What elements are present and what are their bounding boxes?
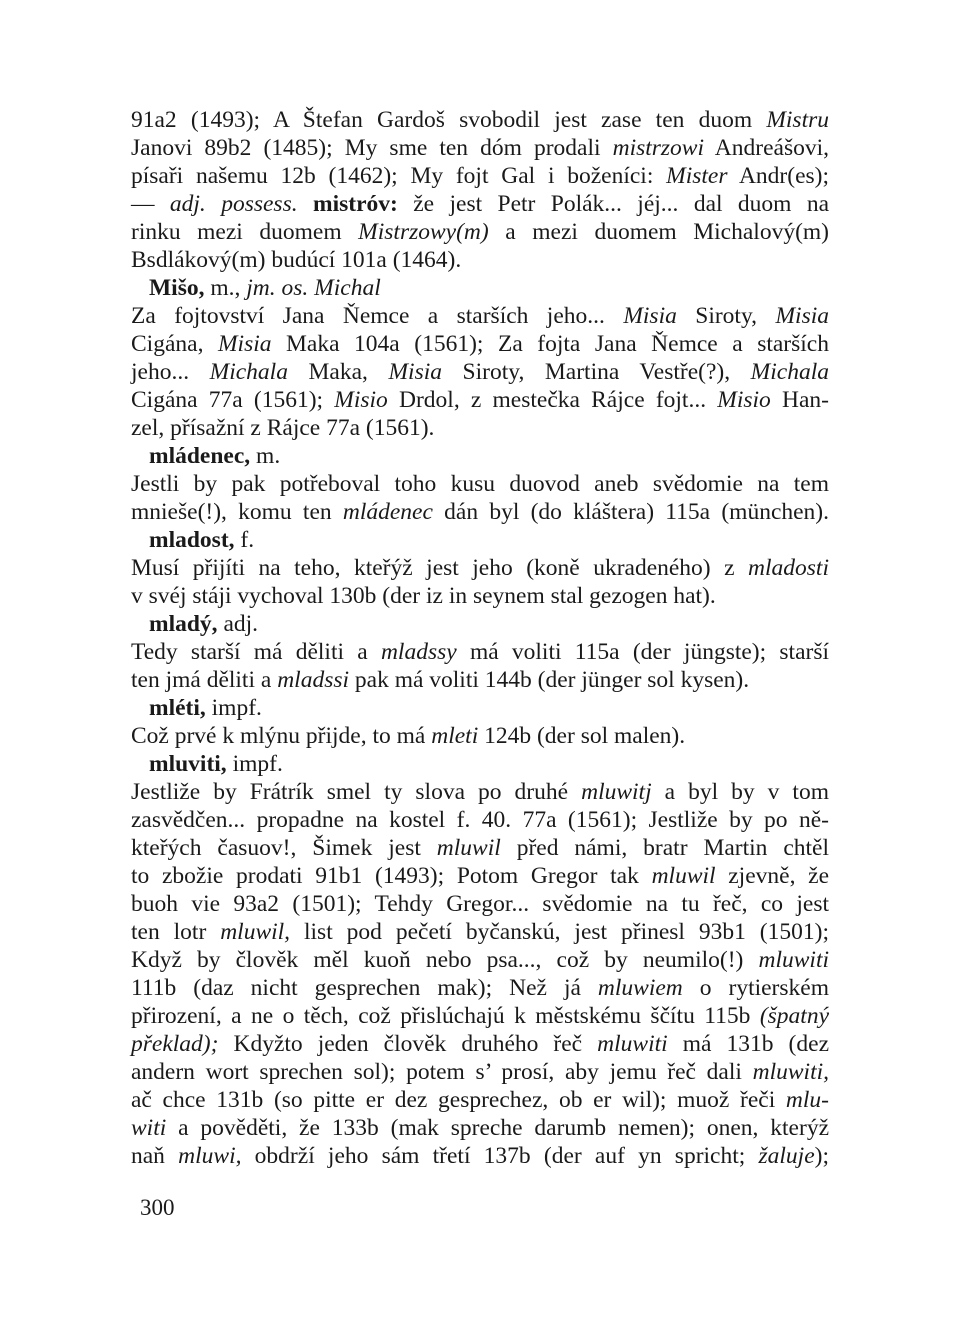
text-segment: rinku mezi duomem: [131, 219, 359, 245]
text-segment: Han-: [770, 387, 829, 413]
text-segment: písaři našemu 12b (1462); My fojt Gal i boženíci:: [131, 163, 667, 189]
text-line: [131, 498, 829, 526]
text-line: [131, 890, 829, 918]
text-line: [131, 834, 829, 862]
italic-term: mleti: [431, 723, 479, 749]
text-segment: že jest Petr Polák... jéj... dal duom na: [397, 191, 830, 217]
text-segment: ač chce 131b (so pitte er dez gesprechez, ob er wil); muož řeči: [131, 1087, 786, 1113]
text-segment: zel, přísažní z Rájce 77a (1561).: [131, 415, 435, 441]
text-segment: );: [814, 1143, 829, 1169]
text-segment: obdrží jeho sám třetí 137b (der auf yn spricht;: [241, 1143, 759, 1169]
italic-term: Misia: [775, 303, 829, 329]
text-line: [131, 862, 829, 890]
text-segment: ten lotr: [131, 919, 221, 945]
italic-term: adj. possess.: [169, 191, 298, 217]
text-segment: Janovi 89b2 (1485); My sme ten dóm prodali: [131, 135, 613, 161]
italic-term: mluwil: [436, 835, 501, 861]
italic-term: (špatný: [759, 1003, 829, 1029]
italic-term: Mistrzowy(m): [358, 219, 489, 245]
italic-term: mládenec: [342, 499, 433, 525]
text-segment: a byl by v tom: [651, 779, 829, 805]
text-segment: přirození, a ne o těch, což přislúchajú k městskému ščítu 115b: [131, 1003, 760, 1029]
text-segment: ten jmá děliti a: [131, 667, 278, 693]
text-line: [131, 666, 829, 694]
text-segment: a pověděti, že 133b (mak spreche darumb nemen); onen, kterýž: [166, 1115, 829, 1141]
text-line: [131, 1002, 829, 1030]
text-line: [131, 106, 829, 134]
text-line: [131, 778, 829, 806]
italic-term: Michala: [209, 359, 288, 385]
text-segment: 111b (daz nicht gesprechen mak); Než já: [131, 975, 598, 1001]
text-segment: Za fojtovství Jana Ňemce a starších jeho...: [131, 303, 624, 329]
headword: mladý,: [149, 611, 218, 637]
text-line: [131, 1114, 829, 1142]
page-number: 300: [140, 1195, 175, 1220]
italic-term: mluwiti: [758, 947, 829, 973]
text-segment: zasvědčen... propadne na kostel f. 40. 77a (1561); Jestliže by po ně-: [131, 807, 829, 833]
text-line: [131, 162, 829, 190]
text-segment: mnieše(!), komu ten: [131, 499, 343, 525]
italic-term: mladssy: [380, 639, 457, 665]
text-line: [149, 442, 829, 470]
text-line: [131, 1030, 829, 1058]
text-line: [131, 218, 829, 246]
italic-term: mlu-: [785, 1087, 829, 1113]
text-line: [131, 918, 829, 946]
text-segment: buoh vie 93a2 (1501); Tehdy Gregor... svědomie na tu řeč, co jest: [131, 891, 829, 917]
text-line: [131, 470, 829, 498]
text-line: [131, 554, 829, 582]
text-segment: adj.: [217, 611, 259, 637]
text-line: [131, 1086, 829, 1114]
text-line: [131, 134, 829, 162]
text-line: [149, 526, 829, 554]
headword: mluviti,: [149, 751, 227, 777]
italic-term: Mistru: [766, 107, 829, 133]
text-segment: impf.: [226, 751, 283, 777]
text-segment: Tedy starší má děliti a: [131, 639, 381, 665]
text-segment: to zbožie prodati 91b1 (1493); Potom Gregor tak: [131, 863, 652, 889]
text-line: [131, 386, 829, 414]
text-segment: Maka,: [287, 359, 389, 385]
italic-term: mluwitj: [581, 779, 652, 805]
text-line: [131, 1142, 829, 1170]
text-segment: Bsdlákový(m) budúcí 101a (1464).: [131, 247, 462, 273]
text-segment: Musí přijíti na teho, kteřýž jest jeho (koně ukradeného) z: [131, 555, 749, 581]
text-line: [149, 694, 829, 722]
text-line: [131, 358, 829, 386]
headword: Mišo,: [149, 275, 205, 301]
text-line: [131, 946, 829, 974]
italic-term: mluwil: [651, 863, 716, 889]
italic-term: mistrzowi: [612, 135, 705, 161]
text-segment: andern wort sprechen sol); potem s’ prosí, aby jemu řeč dali: [131, 1059, 753, 1085]
text-segment: 91a2 (1493); A Štefan Gardoš svobodil jest zase ten duom: [131, 107, 767, 133]
text-segment: 124b (der sol malen).: [478, 723, 686, 749]
text-line: [149, 274, 829, 302]
text-segment: naň: [131, 1143, 179, 1169]
text-segment: Jestli by pak potřeboval toho kusu duovod aneb svědomie na tem: [131, 471, 829, 497]
text-segment: Kdyžto jeden člověk druhého řeč: [218, 1031, 598, 1057]
italic-term: mluwiti: [597, 1031, 668, 1057]
text-segment: zjevně, že: [715, 863, 829, 889]
text-segment: dán byl (do kláštera) 115a (münchen).: [432, 499, 830, 525]
italic-term: mluwiti,: [752, 1059, 829, 1085]
headword: mladost,: [149, 527, 235, 553]
headword: mládenec,: [149, 443, 251, 469]
text-segment: m.,: [204, 275, 247, 301]
text-segment: Cigána 77a (1561);: [131, 387, 335, 413]
text-segment: impf.: [205, 695, 262, 721]
text-segment: pak má voliti 144b (der jünger sol kysen).: [349, 667, 750, 693]
headword: mistróv:: [313, 191, 398, 217]
text-line: [131, 1058, 829, 1086]
text-segment: Andr(es);: [727, 163, 829, 189]
text-segment: list pod pečetí byčanskú, jest přinesl 93b1 (1501);: [290, 919, 829, 945]
italic-term: mluwi,: [178, 1143, 242, 1169]
italic-term: mluwil,: [220, 919, 291, 945]
text-segment: a mezi duomem Michalový(m): [488, 219, 829, 245]
text-segment: Drdol, z mestečka Rájce fojt...: [387, 387, 718, 413]
text-segment: Což prvé k mlýnu přijde, to má: [131, 723, 432, 749]
italic-term: Mister: [666, 163, 728, 189]
italic-term: žaluje: [758, 1143, 815, 1169]
text-segment: Andreášovi,: [704, 135, 829, 161]
text-line: [149, 610, 829, 638]
text-segment: kteřých časuov!, Šimek jest: [131, 835, 437, 861]
text-segment: jeho...: [131, 359, 210, 385]
italic-term: witi: [131, 1115, 167, 1141]
text-line: [131, 302, 829, 330]
text-segment: Když by člověk měl kuoň nebo psa..., což by neumilo(!): [131, 947, 759, 973]
italic-term: Michala: [750, 359, 829, 385]
headword: mléti,: [149, 695, 206, 721]
text-line: [131, 246, 829, 274]
italic-term: mluwiem: [597, 975, 683, 1001]
italic-term: Misio: [334, 387, 388, 413]
text-line: [131, 330, 829, 358]
text-segment: Maka 104a (1561); Za fojta Jana Ňemce a starších: [271, 331, 829, 357]
text-segment: —: [131, 191, 170, 217]
text-segment: Jestliže by Frátrík smel ty slova po druhé: [131, 779, 582, 805]
text-line: [149, 750, 829, 778]
italic-term: překlad);: [131, 1031, 219, 1057]
text-segment: v svéj stáji vychoval 130b (der iz in seynem stal gezogen hat).: [131, 583, 716, 609]
text-line: [131, 414, 829, 442]
text-segment: o rytierském: [682, 975, 829, 1001]
text-line: [131, 582, 829, 610]
text-segment: před námi, bratr Martin chtěl: [500, 835, 829, 861]
italic-term: mladosti: [748, 555, 829, 581]
text-segment: má voliti 115a (der jüngste); starší: [456, 639, 830, 665]
text-line: [131, 806, 829, 834]
text-segment: [298, 191, 313, 217]
italic-term: Misia: [388, 359, 442, 385]
text-line: [131, 190, 829, 218]
text-line: [131, 974, 829, 1002]
italic-term: Misia: [623, 303, 677, 329]
italic-term: mladssi: [277, 667, 350, 693]
text-segment: Siroty,: [676, 303, 776, 329]
text-line: [131, 722, 829, 750]
italic-term: jm. os. Michal: [246, 275, 381, 301]
italic-term: Misia: [217, 331, 272, 357]
text-segment: má 131b (dez: [667, 1031, 829, 1057]
text-segment: Cigána,: [131, 331, 218, 357]
text-segment: m.: [250, 443, 281, 469]
text-segment: Siroty, Martina Vestře(?),: [442, 359, 751, 385]
text-segment: f.: [234, 527, 255, 553]
italic-term: Misio: [717, 387, 771, 413]
text-line: [131, 638, 829, 666]
